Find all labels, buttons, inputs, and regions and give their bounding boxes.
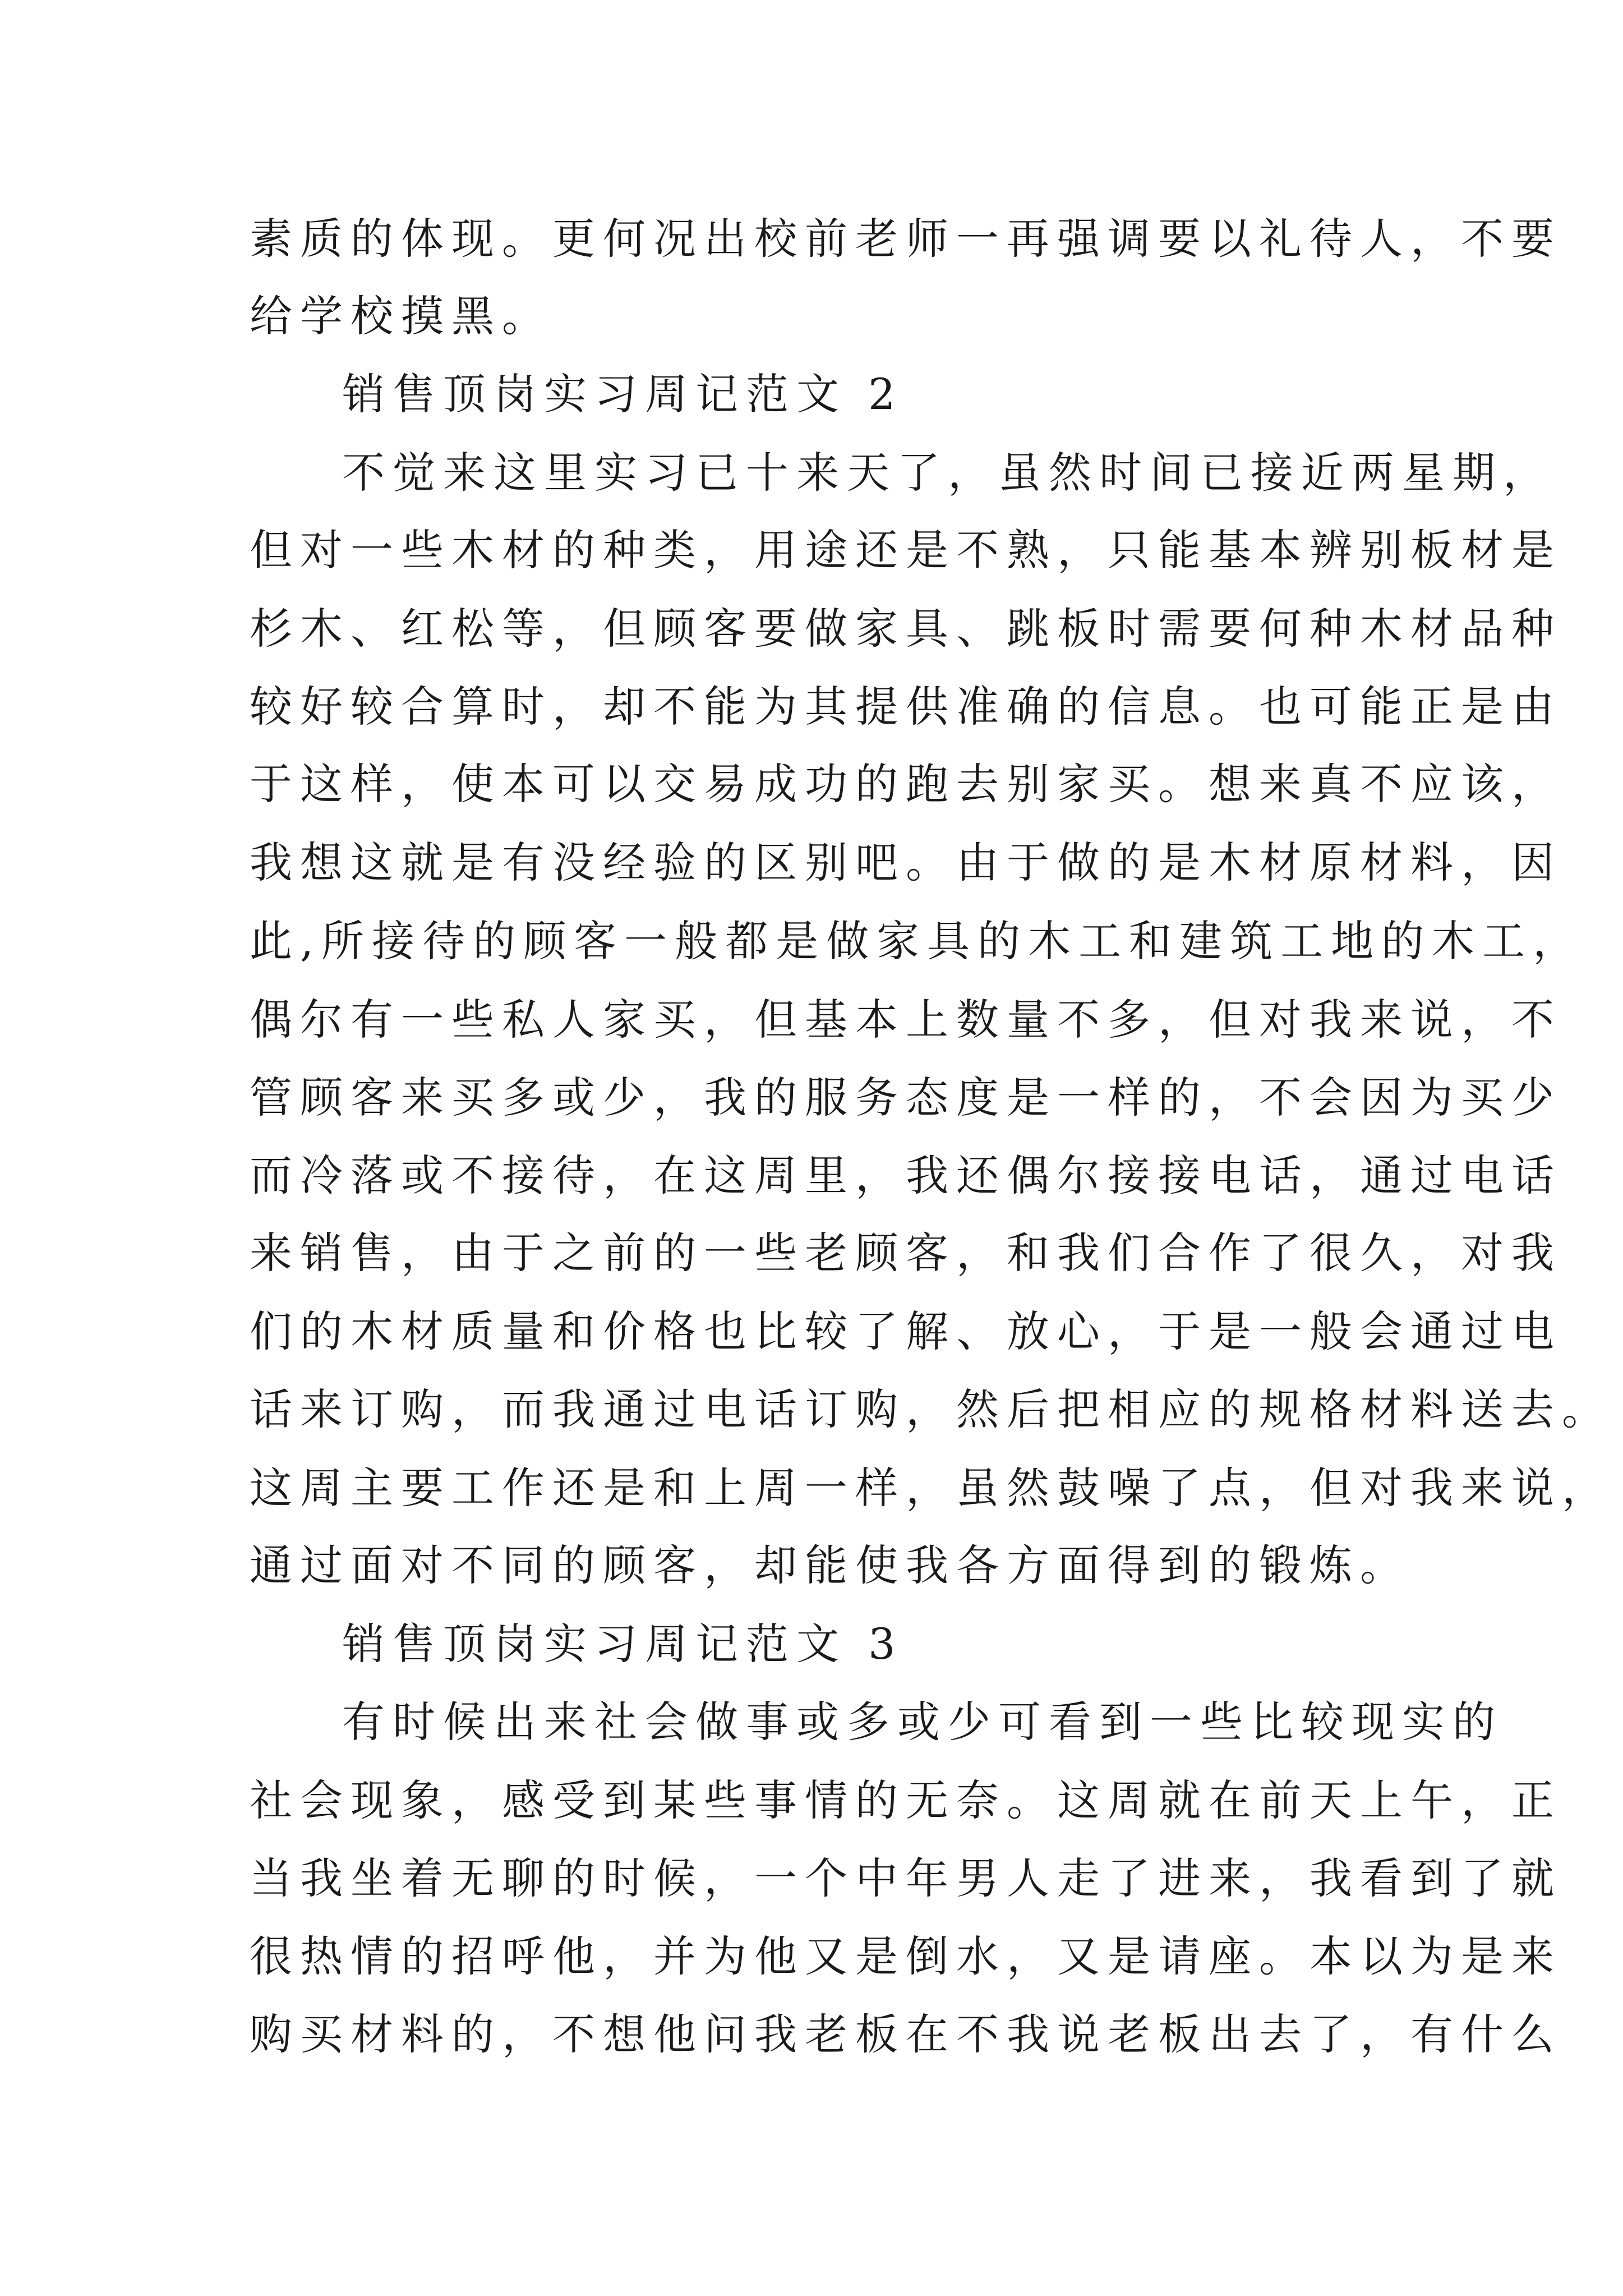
paragraph-line: 通过面对不同的顾客，却能使我各方面得到的锻炼。: [250, 1540, 1410, 1590]
paragraph-line: 很热情的招呼他，并为他又是倒水，又是请座。本以为是来: [250, 1931, 1562, 1981]
paragraph-line: 当我坐着无聊的时候，一个中年男人走了进来，我看到了就: [250, 1853, 1562, 1903]
paragraph-line: 来销售，由于之前的一些老顾客，和我们合作了很久，对我: [250, 1228, 1562, 1278]
paragraph-line: 有时候出来社会做事或多或少可看到一些比较现实的: [342, 1697, 1503, 1747]
paragraph-line: 我想这就是有没经验的区别吧。由于做的是木材原材料，因: [250, 838, 1562, 887]
paragraph-line: 管顾客来买多或少，我的服务态度是一样的，不会因为买少: [250, 1073, 1562, 1122]
paragraph-line: 偶尔有一些私人家买，但基本上数量不多，但对我来说，不: [250, 995, 1562, 1045]
paragraph-line: 社会现象，感受到某些事情的无奈。这周就在前天上午，正: [250, 1775, 1562, 1825]
paragraph-line: 较好较合算时，却不能为其提供准确的信息。也可能正是由: [250, 682, 1562, 731]
paragraph-line: 而冷落或不接待，在这周里，我还偶尔接接电话，通过电话: [250, 1151, 1562, 1200]
paragraph-line: 话来订购，而我通过电话订购，然后把相应的规格材料送去。: [250, 1384, 1612, 1434]
paragraph-line: 这周主要工作还是和上周一样，虽然鼓噪了点，但对我来说，: [250, 1463, 1612, 1513]
paragraph-line: 给学校摸黑。: [250, 291, 552, 341]
paragraph-line: 于这样，使本可以交易成功的跑去别家买。想来真不应该，: [250, 759, 1562, 809]
paragraph-line: 但对一些木材的种类，用途还是不熟，只能基本辨别板材是: [250, 525, 1562, 575]
paragraph-line: 此,所接待的顾客一般都是做家具的木工和建筑工地的木工，: [250, 916, 1584, 966]
paragraph-line: 购买材料的，不想他问我老板在不我说老板出去了，有什么: [250, 2009, 1562, 2059]
paragraph-line: 不觉来这里实习已十来天了，虽然时间已接近两星期，: [342, 448, 1553, 498]
section-heading: 销售顶岗实习周记范文 2: [342, 369, 903, 419]
section-heading: 销售顶岗实习周记范文 3: [342, 1619, 903, 1669]
paragraph-line: 们的木材质量和价格也比较了解、放心，于是一般会通过电: [250, 1306, 1562, 1356]
paragraph-line: 素质的体现。更何况出校前老师一再强调要以礼待人，不要: [250, 214, 1562, 264]
paragraph-line: 杉木、红松等，但顾客要做家具、跳板时需要何种木材品种: [250, 604, 1562, 654]
